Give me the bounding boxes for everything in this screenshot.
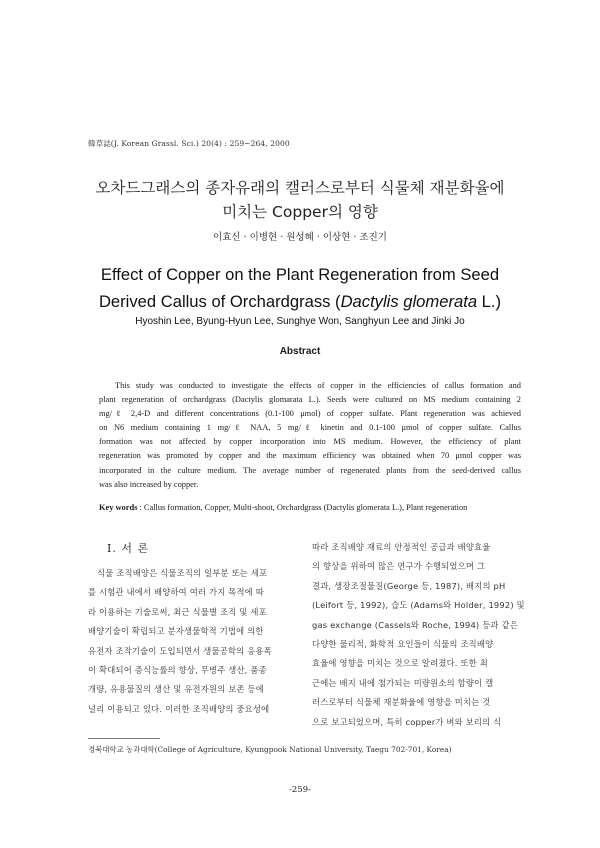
- body-line: 근에는 배지 내에 첨가되는 미량원소의 함량이 캘: [312, 677, 494, 688]
- left-column-text: [88, 564, 294, 719]
- korean-authors: 이효신 · 이병현 · 원성혜 · 이상현 · 조진기: [213, 232, 387, 243]
- english-title-prefix: Derived Callus of Orchardgrass (: [98, 292, 341, 311]
- body-line: 러스로부터 식물체 재분화율에 영향을 미치는 것: [312, 697, 491, 708]
- english-title-line-2: [0, 292, 600, 312]
- body-line: 다양한 물리적, 화학적 요인들이 식물의 조직배양: [312, 639, 494, 650]
- abstract-line: regeneration was promoted by copper and the maximum efficiency was obtained when 70 μmol copper was: [99, 451, 521, 461]
- body-line: 를 시험관 내에서 배양하여 여러 가지 목적에 따: [88, 587, 264, 598]
- abstract-line: This study was conducted to investigate the effects of copper in the efficiencies of callus formation and: [115, 381, 521, 390]
- english-title-suffix: L.): [477, 292, 502, 311]
- english-authors: Hyoshin Lee, Byung-Hyun Lee, Sunghye Won, Sanghyun Lee and Jinki Jo: [135, 316, 465, 327]
- body-line: 라 이용하는 기술로써, 최근 식물별 조직 및 세포: [88, 606, 267, 617]
- body-line: 으로 보고되었으며, 특히 copper가 벼와 보리의 식: [312, 716, 502, 727]
- body-line: gas exchange (Cassels와 Roche, 1994) 등과 같은: [312, 619, 518, 630]
- body-line: 이 확대되어 증식능률의 향상, 무병주 생산, 품종: [88, 665, 267, 676]
- body-line: 유전자 조작기술이 도입되면서 생물공학의 응용폭: [88, 645, 272, 656]
- right-column-text: [312, 538, 525, 732]
- body-line: 효율에 영향을 미치는 것으로 알려졌다. 또한 최: [312, 658, 488, 669]
- korean-title-line-1: 오차드그래스의 종자유래의 캘러스로부터 식물체 재분화율에: [95, 179, 505, 197]
- english-title-species: Dactylis glomerata: [340, 292, 478, 311]
- abstract-heading: Abstract: [279, 346, 321, 357]
- keywords: [99, 503, 467, 512]
- footnote-divider: [88, 738, 160, 739]
- body-line: 식물 조직배양은 식물조직의 일부분 또는 세포: [97, 568, 268, 578]
- korean-title-line-2: 미치는 Copper의 영향: [222, 203, 378, 221]
- body-line: 배양기술이 확립되고 분자생물학적 기법에 의한: [88, 626, 264, 637]
- body-line: 널리 이용되고 있다. 이러한 조직배양의 중요성에: [88, 703, 270, 714]
- affiliation-footnote: 경북대학교 농과대학(College of Agriculture, Kyungpook National University, Taegu 702-701, Korea): [88, 745, 452, 754]
- keywords-label: Key words: [99, 503, 138, 512]
- keywords-text: : Callus formation, Copper, Multi-shoot, Orchardgrass (Dactylis glomerata L.), Plant regeneration: [137, 503, 468, 512]
- abstract-line: formation was not affected by copper incorporation into MS medium. However, the efficiency of plant: [99, 437, 521, 447]
- abstract-line: mg/ℓ 2,4-D and different concentrations (0.1-100 μmol) of copper sulfate. Plant regeneration was achieved: [99, 409, 521, 419]
- abstract-line: incorporated in the culture medium. The average number of regenerated plants from the seed-derived callus: [99, 465, 521, 475]
- journal-reference: 韓草誌(J. Korean Grassl. Sci.) 20(4) : 259~264, 2000: [88, 139, 290, 148]
- page-number: -259-: [289, 785, 311, 795]
- section-heading-introduction: Ⅰ. 서 론: [107, 542, 150, 555]
- body-line: 의 향상을 위하여 많은 연구가 수행되었으며 그: [312, 561, 486, 572]
- body-line: 개량, 유용물질의 생산 및 유전자원의 보존 등에: [88, 684, 264, 695]
- abstract-body: [99, 379, 521, 492]
- abstract-line: on N6 medium containing 1 mg/ℓ NAA, 5 mg/ℓ kinetin and 0.1-100 μmol of copper sulfate. Callus: [99, 423, 521, 433]
- abstract-line: was also increased by copper.: [99, 479, 199, 489]
- body-line: (Leifort 등, 1992), 습도 (Adams와 Holder, 1992) 및: [312, 600, 525, 611]
- body-line: 따라 조직배양 재료의 안정적인 공급과 배양효율: [312, 542, 491, 552]
- body-line: 결과, 생장조절물질(George 등, 1987), 배지의 pH: [312, 580, 506, 591]
- english-title-line-1: Effect of Copper on the Plant Regeneration from Seed: [100, 265, 500, 284]
- abstract-line: plant regeneration of orchardgrass (Dactylis glomarata L.). Seeds were cultured on MS medium containing 2: [99, 395, 521, 405]
